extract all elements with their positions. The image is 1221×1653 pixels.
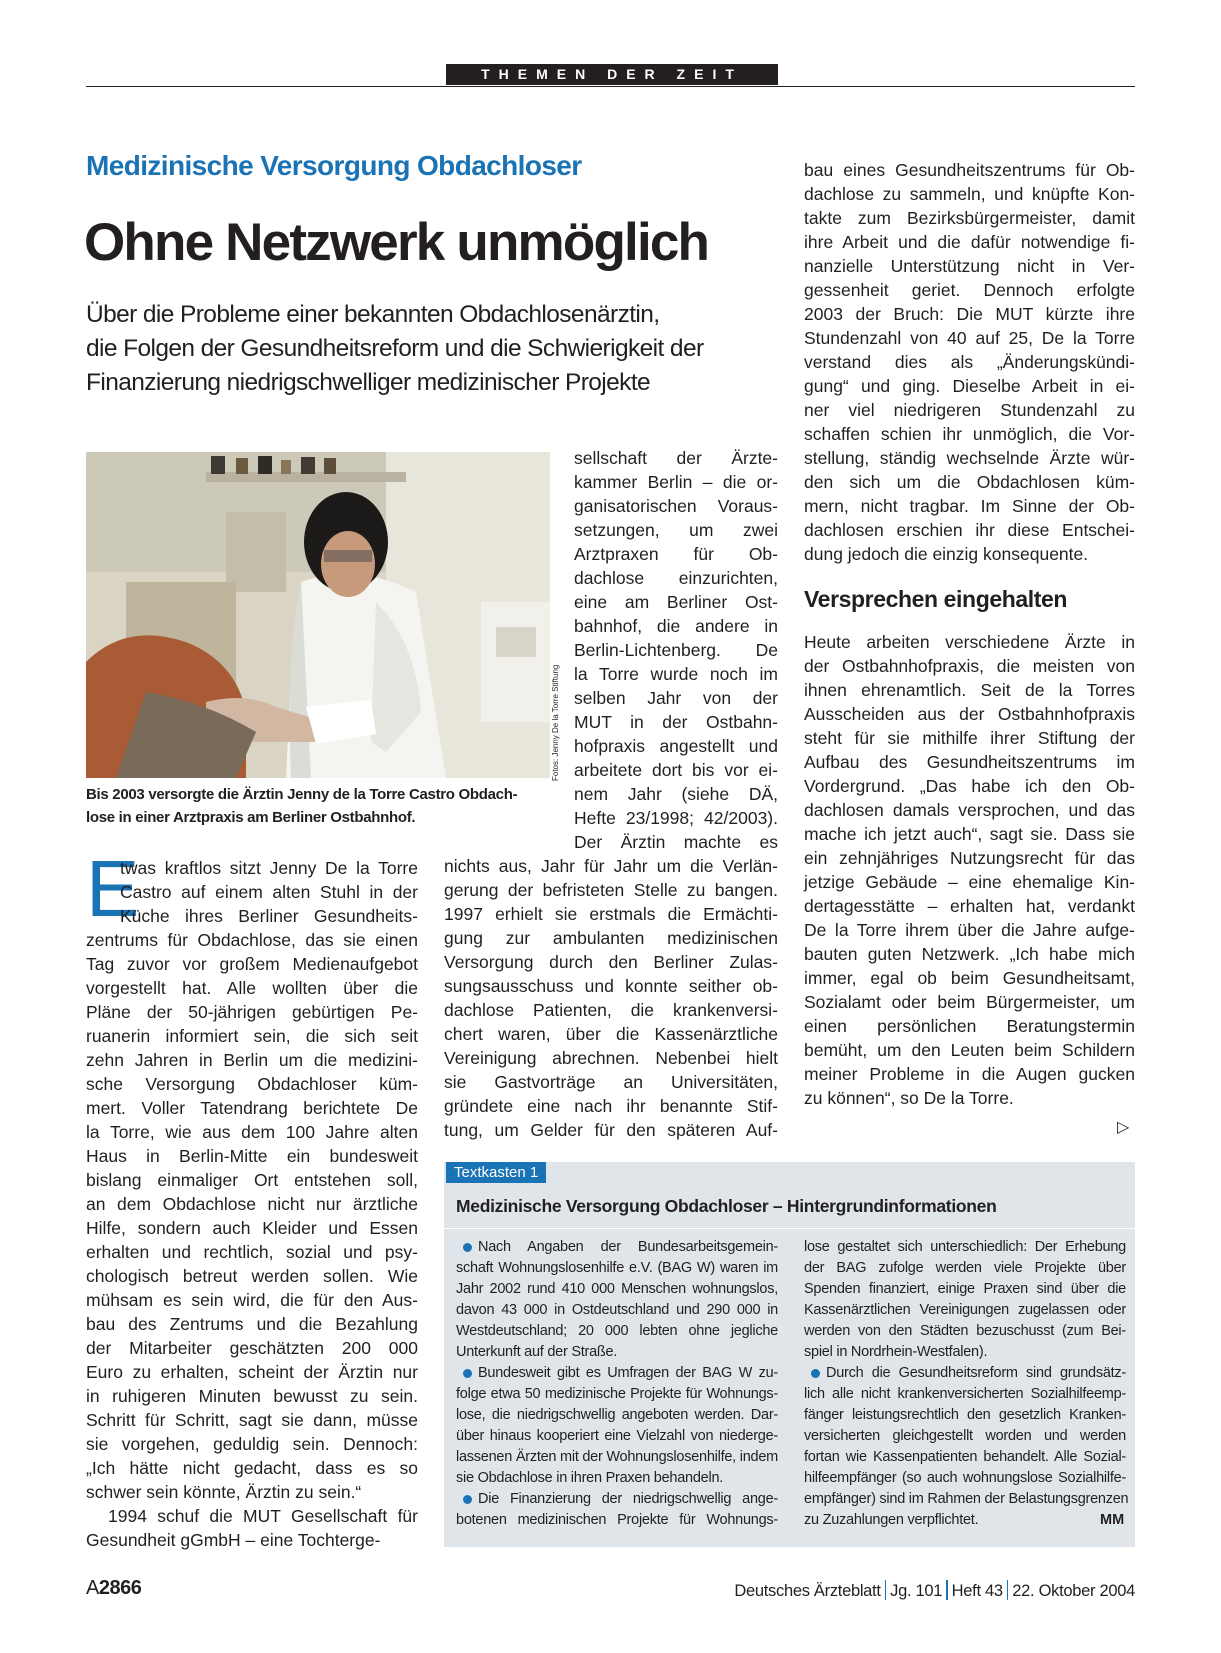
- info-text-line: [804, 1405, 1126, 1426]
- text-line: mühsam es sein wird, die für den Aus-: [86, 1290, 418, 1310]
- info-box-divider: [444, 1228, 1135, 1229]
- text-line: jetzige Gebäude – eine ehemalige Kin-: [804, 872, 1135, 892]
- article-photo: [86, 452, 550, 778]
- journal-volume: Jg. 101: [890, 1582, 943, 1600]
- info-text-line: [456, 1468, 778, 1489]
- section-banner: THEMEN DER ZEIT: [446, 64, 778, 85]
- text-line: steht für sie mithilfe ihrer Stiftung der: [804, 728, 1135, 748]
- info-text: lose gestaltet sich unterschiedlich: Der Erhebung: [804, 1239, 1126, 1255]
- info-text: lassenen Ärzten mit der Wohnungslosenhilfe, indem: [456, 1449, 778, 1465]
- article-lead: [86, 298, 766, 400]
- info-text-line: [804, 1447, 1126, 1468]
- text-line: der Ostbahnhofpraxis, die meisten von: [804, 656, 1135, 676]
- text-line: la Torre wurde noch im: [574, 664, 778, 684]
- lead-line: Finanzierung niedrigschwelliger medizinischer Projekte: [86, 369, 651, 396]
- text-line: stellung, ständig wechselnde Ärzte wür-: [804, 448, 1135, 468]
- text-line: Ausscheiden aus der Ostbahnhofpraxis: [804, 704, 1135, 724]
- info-text: fänger leistungsrechtlich den gesetzlich Kranken-: [804, 1407, 1126, 1423]
- text-line: Hefte 23/1998; 42/2003).: [574, 808, 778, 828]
- info-text-line: [804, 1342, 1126, 1363]
- info-text-line: [456, 1384, 778, 1405]
- text-line: bislang einmaliger Ort entstehen soll,: [86, 1170, 418, 1190]
- text-line: bau eines Gesundheitszentrums für Ob-: [804, 160, 1135, 180]
- journal-date: 22. Oktober 2004: [1012, 1582, 1135, 1600]
- info-box-author: MM: [1100, 1512, 1125, 1528]
- text-line: Berlin-Lichtenberg. De: [574, 640, 778, 660]
- info-text: Nach Angaben der Bundesarbeitsgemein-: [478, 1239, 778, 1255]
- info-text: empfänger) sind im Rahmen der Belastungsgrenzen: [804, 1491, 1129, 1507]
- text-line: gründete eine nach ihr benannte Stif-: [444, 1096, 778, 1116]
- journal-name: Deutsches Ärzteblatt: [734, 1582, 881, 1600]
- info-text-line: [804, 1279, 1126, 1300]
- info-text-line: [804, 1300, 1126, 1321]
- info-text: lose, die niedrigschwellig angeboten werden. Dar-: [456, 1407, 778, 1423]
- text-line: ner viel niedrigeren Stundenzahl zu: [804, 400, 1135, 420]
- text-line: dachlosen damals versprochen, und das: [804, 800, 1135, 820]
- text-line: den sich um die Obdachlosen küm-: [804, 472, 1135, 492]
- text-line: dachlosen erschien ihr diese Entschei-: [804, 520, 1135, 540]
- info-box-title: Medizinische Versorgung Obdachloser – Hintergrundinformationen: [456, 1196, 997, 1216]
- text-line: chologisch betreut werden sollen. Wie: [86, 1266, 418, 1286]
- text-line: Sozialamt oder beim Bürgermeister, um: [804, 992, 1135, 1012]
- info-text-line: [804, 1363, 1126, 1384]
- text-line: bahnhof, die andere in: [574, 616, 778, 636]
- text-line: eine am Berliner Ost-: [574, 592, 778, 612]
- text-line: Hilfe, sondern auch Kleider und Essen: [86, 1218, 418, 1238]
- text-line: Arztpraxen für Ob-: [574, 544, 778, 564]
- text-line: Schritt für Schritt, sagt sie dann, müsse: [86, 1410, 418, 1430]
- text-line: schaffen schien ihr unmöglich, die Vor-: [804, 424, 1135, 444]
- info-text: Westdeutschland; 20 000 lebten ohne jegliche: [456, 1323, 778, 1339]
- text-line: zu können“, so De la Torre.: [804, 1088, 1014, 1108]
- text-line: ihre Arbeit und die dafür notwendige fi-: [804, 232, 1135, 252]
- footer-separator: [946, 1580, 948, 1600]
- text-line: gung zur ambulanten medizinischen: [444, 928, 778, 948]
- text-line: einen persönlichen Beratungstermin: [804, 1016, 1135, 1036]
- text-line: Heute arbeiten verschiedene Ärzte in: [804, 632, 1135, 652]
- journal-issue: Heft 43: [951, 1582, 1003, 1600]
- text-line: sche Versorgung Obdachloser küm-: [86, 1074, 418, 1094]
- info-text: Jahr 2002 rund 410 000 Menschen wohnungslos,: [456, 1281, 778, 1297]
- journal-footer: [734, 1580, 1135, 1601]
- info-text-line: [456, 1363, 778, 1384]
- info-text-line: [804, 1426, 1126, 1447]
- continue-arrow-icon: ▷: [1117, 1117, 1130, 1136]
- caption-line: lose in einer Arztpraxis am Berliner Ostbahnhof.: [86, 809, 416, 826]
- lead-line: die Folgen der Gesundheitsreform und die Schwierigkeit der: [86, 335, 704, 362]
- info-text-line: [804, 1321, 1126, 1342]
- text-line: hofpraxis angestellt und: [574, 736, 778, 756]
- info-text: davon 43 000 in Ostdeutschland und 290 000 in: [456, 1302, 778, 1318]
- text-line: ganisatorischen Voraus-: [574, 496, 778, 516]
- photo-credit: Fotos: Jenny De la Torre Stiftung: [551, 664, 560, 781]
- photo-caption: [86, 783, 552, 829]
- text-line: Castro auf einem alten Stuhl in der: [120, 882, 418, 902]
- text-line: bau des Zentrums und die Bezahlung: [86, 1314, 418, 1334]
- text-line: Vordergrund. „Das habe ich den Ob-: [804, 776, 1135, 796]
- text-line: 1997 erhielt sie erstmals die Ermächti-: [444, 904, 778, 924]
- text-line: sellschaft der Ärzte-: [574, 448, 778, 468]
- info-text: Die Finanzierung der niedrigschwellig ange-: [478, 1491, 778, 1507]
- text-line: der Mitarbeiter geschätzten 200 000: [86, 1338, 418, 1358]
- body-column-middle: [444, 854, 778, 1142]
- text-line: Aufbau des Gesundheitszentrums im: [804, 752, 1135, 772]
- text-line: la Torre, wie aus dem 100 Jahre alten: [86, 1122, 418, 1142]
- info-text-line: [456, 1279, 778, 1300]
- text-line: dachlose Patienten, die krankenversi-: [444, 1000, 778, 1020]
- info-text: hilfeempfänger (so auch wohnungslose Sozialhilfe-: [804, 1470, 1126, 1486]
- bullet-icon: [463, 1495, 472, 1504]
- text-line: mern, nicht tragbar. Im Sinne der Ob-: [804, 496, 1135, 516]
- header-rule: [86, 86, 1135, 87]
- text-line: selben Jahr von der: [574, 688, 778, 708]
- text-line: zehn Jahren in Berlin um die medizini-: [86, 1050, 418, 1070]
- article-headline: Ohne Netzwerk unmöglich: [84, 213, 709, 272]
- text-line: setzungen, um zwei: [574, 520, 778, 540]
- text-line: chert waren, über die Kassenärztliche: [444, 1024, 778, 1044]
- text-line: verstand dies als „Änderungskündi-: [804, 352, 1135, 372]
- page-prefix: A: [86, 1577, 99, 1599]
- info-text: fortan wie Kassenpatienten behandelt. Alle Sozial-: [804, 1449, 1126, 1465]
- info-text-line: [456, 1342, 778, 1363]
- text-line: nichts aus, Jahr für Jahr um die Verlän-: [444, 856, 778, 876]
- info-text-line: [456, 1300, 778, 1321]
- text-line: nem Jahr (siehe DÄ,: [574, 784, 778, 804]
- info-text: lich alle nicht krankenversicherten Sozialhilfeemp-: [804, 1386, 1126, 1402]
- text-line: immer, egal ob beim Gesundheitsamt,: [804, 968, 1135, 988]
- bullet-icon: [463, 1243, 472, 1252]
- page-number: [86, 1577, 141, 1600]
- info-text-line: [456, 1237, 778, 1258]
- text-line: mache ich jetzt auch“, sagt sie. Dass sie: [804, 824, 1135, 844]
- text-line: sie vorgehen, geduldig sein. Dennoch:: [86, 1434, 418, 1454]
- text-line: meiner Probleme in die Augen gucken: [804, 1064, 1135, 1084]
- text-line: gung“ und ging. Dieselbe Arbeit in ei-: [804, 376, 1135, 396]
- text-line: Küche ihres Berliner Gesundheits-: [120, 906, 418, 926]
- text-line: De la Torre ihrem über die Jahre aufge-: [804, 920, 1135, 940]
- text-line: takte zum Bezirksbürgermeister, damit: [804, 208, 1135, 228]
- text-line: ein zehnjähriges Nutzungsrecht für das: [804, 848, 1135, 868]
- info-text: zu Zuzahlungen verpflichtet.: [804, 1512, 979, 1528]
- text-line: MUT in der Ostbahn-: [574, 712, 778, 732]
- info-text-line: [804, 1258, 1126, 1279]
- text-line: gerung der befristeten Stelle zu bangen.: [444, 880, 778, 900]
- info-text-line: [804, 1489, 1129, 1510]
- info-text: sie Obdachlose in ihren Praxen behandeln.: [456, 1470, 724, 1486]
- info-text-line: [804, 1468, 1126, 1489]
- info-text: Durch die Gesundheitsreform sind grundsätz-: [826, 1365, 1126, 1381]
- footer-separator: [1007, 1580, 1009, 1600]
- text-line: Pläne der 50-jährigen gebürtigen Pe-: [86, 1002, 418, 1022]
- info-text-line: [456, 1426, 778, 1447]
- text-line: arbeitete dort bis vor ei-: [574, 760, 778, 780]
- text-line: dachlose einzurichten,: [574, 568, 778, 588]
- info-text: über hinaus kooperiert eine Vielzahl von niederge-: [456, 1428, 778, 1444]
- info-text: versicherten gleichgestellt worden und werden: [804, 1428, 1126, 1444]
- text-line: bauten guten Netzwerk. „Ich habe mich: [804, 944, 1135, 964]
- text-line: zentrums für Obdachlose, das sie einen: [86, 930, 418, 950]
- text-line: an dem Obdachlose nicht nur ärztliche: [86, 1194, 418, 1214]
- text-line: 2003 der Bruch: Die MUT kürzte ihre: [804, 304, 1135, 324]
- text-line: Tag zuvor vor großem Medienaufgebot: [86, 954, 418, 974]
- bullet-icon: [463, 1369, 472, 1378]
- text-line: ihnen ehrenamtlich. Seit de la Torres: [804, 680, 1135, 700]
- info-text-line: [804, 1384, 1126, 1405]
- info-text-line: [456, 1489, 778, 1510]
- text-line: Der Ärztin machte es: [574, 832, 778, 852]
- text-line: gessenheit geriet. Dennoch erfolgte: [804, 280, 1135, 300]
- article-kicker: Medizinische Versorgung Obdachloser: [86, 150, 582, 181]
- caption-line: Bis 2003 versorgte die Ärztin Jenny de la Torre Castro Obdach-: [86, 786, 518, 803]
- info-box-column-right: [804, 1237, 1129, 1531]
- text-line: in ruhigeren Minuten bewusst zu sein.: [86, 1386, 418, 1406]
- body-text-block: [804, 158, 1135, 566]
- text-line: vorgestellt hat. Alle wollten über die: [86, 978, 418, 998]
- text-line: tung, um Gelder für den späteren Auf-: [444, 1120, 778, 1140]
- drop-cap: E: [86, 844, 140, 933]
- info-text: spiel in Nordrhein-Westfalen).: [804, 1344, 988, 1360]
- info-text: der BAG zufolge werden viele Projekte über: [804, 1260, 1126, 1276]
- text-line: mert. Voller Tatendrang berichtete De: [86, 1098, 418, 1118]
- lead-line: Über die Probleme einer bekannten Obdachlosenärztin,: [86, 301, 660, 328]
- body-text-block: [804, 630, 1135, 1110]
- info-text: Kassenärztlichen Vereinigungen zugelassen oder: [804, 1302, 1126, 1318]
- text-line: schwer sein könnte, Ärztin zu sein.“: [86, 1482, 362, 1502]
- info-text-line: [456, 1405, 778, 1426]
- section-subhead: Versprechen eingehalten: [804, 586, 1068, 612]
- text-line: Gesundheit gGmbH – eine Tochterge-: [86, 1530, 381, 1550]
- text-line: dachlose zu sammeln, und knüpfte Kon-: [804, 184, 1135, 204]
- info-text: Bundesweit gibt es Umfragen der BAG W zu-: [478, 1365, 778, 1381]
- info-text-line: [804, 1510, 1126, 1531]
- body-column-right: [804, 158, 1135, 1110]
- info-text: folge etwa 50 medizinische Projekte für Wohnungs-: [456, 1386, 778, 1402]
- text-line: twas kraftlos sitzt Jenny De la Torre: [120, 858, 418, 878]
- info-text: schaft Wohnungslosenhilfe e.V. (BAG W) waren im: [456, 1260, 778, 1276]
- text-line: Versorgung durch den Berliner Zulas-: [444, 952, 778, 972]
- info-text-line: [804, 1237, 1126, 1258]
- info-text: werden von den Städten bezuschusst (zum Bei-: [804, 1323, 1126, 1339]
- text-line: kammer Berlin – die or-: [574, 472, 778, 492]
- info-text-line: [456, 1258, 778, 1279]
- text-line: nanzielle Unterstützung nicht in Ver-: [804, 256, 1135, 276]
- text-line: Stundenzahl von 40 auf 25, De la Torre: [804, 328, 1135, 348]
- text-line: dung jedoch die einzig konsequente.: [804, 544, 1089, 564]
- text-line: „Ich hätte nicht gedacht, dass es so: [86, 1458, 418, 1478]
- text-line: 1994 schuf die MUT Gesellschaft für: [108, 1506, 418, 1526]
- text-line: ruanerin informiert sein, die sich seit: [86, 1026, 418, 1046]
- page-number-value: 2866: [98, 1577, 142, 1599]
- info-text: Unterkunft auf der Straße.: [456, 1344, 618, 1360]
- info-text: Spenden finanziert, einige Praxen sind über die: [804, 1281, 1126, 1297]
- text-line: Vereinigung abrechnen. Nebenbei hielt: [444, 1048, 778, 1068]
- info-box-tab: Textkasten 1: [446, 1162, 546, 1183]
- footer-separator: [885, 1580, 887, 1600]
- text-line: bemüht, um den Leuten beim Schildern: [804, 1040, 1135, 1060]
- info-text-line: [456, 1447, 778, 1468]
- info-text-line: [456, 1510, 778, 1531]
- text-line: dertagesstätte – erhalten hat, verdankt: [804, 896, 1135, 916]
- text-line: sie Gastvorträge an Universitäten,: [444, 1072, 778, 1092]
- body-column-left: [86, 856, 418, 1552]
- info-text-line: [456, 1321, 778, 1342]
- bullet-icon: [811, 1369, 820, 1378]
- text-line: erhalten und rechtlich, sozial und psy-: [86, 1242, 418, 1262]
- text-line: sungsausschuss und konnte seither ob-: [444, 976, 778, 996]
- info-text: botenen medizinischen Projekte für Wohnungs-: [456, 1512, 778, 1528]
- text-line: Euro zu erhalten, scheint der Ärztin nur: [86, 1362, 418, 1382]
- body-column-middle-top: [574, 446, 778, 854]
- text-line: Haus in Berlin-Mitte ein bundesweit: [86, 1146, 418, 1166]
- info-box-column-left: [456, 1237, 778, 1531]
